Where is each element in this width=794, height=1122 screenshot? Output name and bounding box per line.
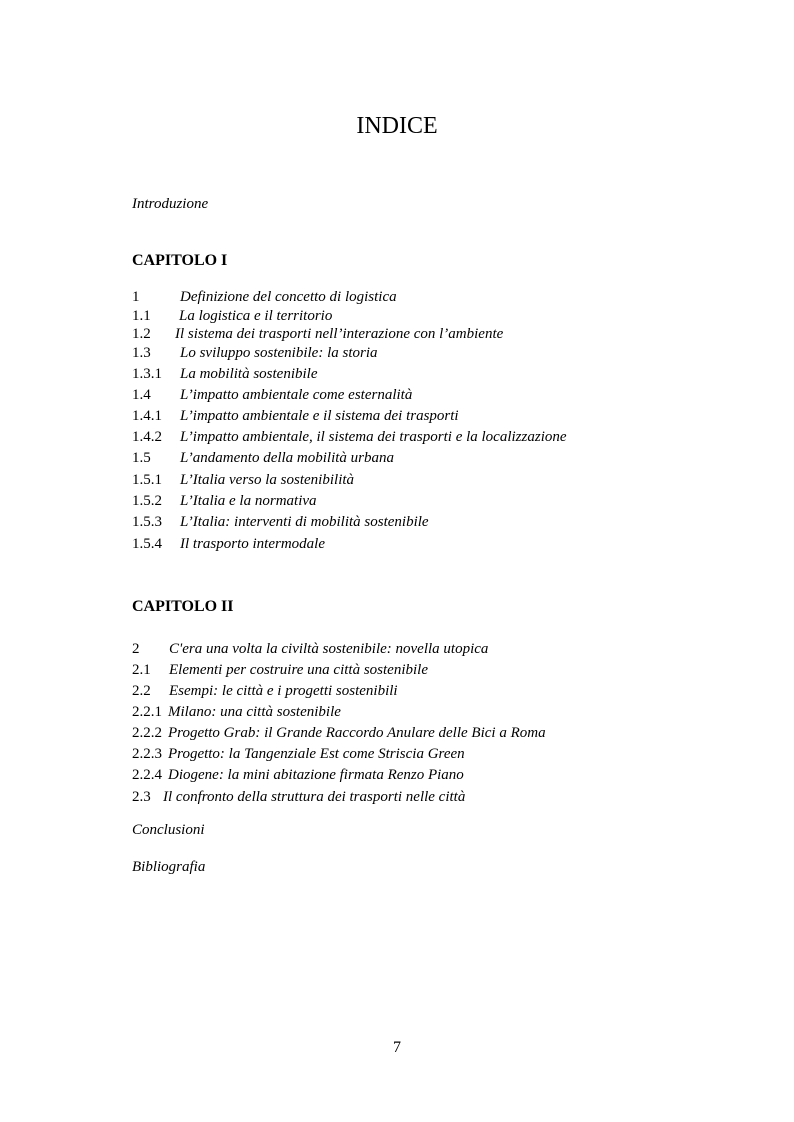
toc-entry-number: 1.4 [132,387,151,403]
toc-entry-number: 1.5.3 [132,514,162,530]
toc-entry [132,471,355,489]
toc-entry-number: 2.1 [132,662,151,678]
toc-entry-number: 1.5.4 [132,536,162,552]
toc-entry-number: 2.2.4 [132,767,162,783]
toc-entry-title: L’Italia e la normativa [180,493,317,509]
toc-entry-number: 1.3.1 [132,366,162,382]
toc-entry-title: L’impatto ambientale e il sistema dei trasporti [180,408,459,424]
toc-entry [132,703,341,721]
toc-entry-title: L’andamento della mobilità urbana [180,450,395,466]
page-title: INDICE [356,113,438,139]
toc-entry [132,449,395,467]
toc-entry-title: Elementi per costruire una città sostenibile [169,662,428,678]
toc-entry-number: 1.3 [132,345,151,361]
toc-entry [132,325,504,343]
toc-entry [132,492,317,510]
toc-entry-title: Progetto Grab: il Grande Raccordo Anulare delle Bici a Roma [168,725,546,741]
toc-entry-title: Definizione del concetto di logistica [180,289,397,305]
toc-entry-title: La mobilità sostenibile [180,366,318,382]
toc-entry-title: Il sistema dei trasporti nell’interazione con l’ambiente [175,326,504,342]
toc-entry-number: 1.5.1 [132,472,162,488]
toc-entry [132,288,397,306]
toc-entry-title: Lo sviluppo sostenibile: la storia [180,345,378,361]
toc-entry-title: L’Italia: interventi di mobilità sostenibile [180,514,429,530]
toc-entry [132,344,378,362]
chapter-2-heading: CAPITOLO II [132,598,234,615]
toc-entry-number: 1 [132,289,140,305]
toc-entry-number: 2 [132,641,140,657]
toc-entry-title: Esempi: le città e i progetti sostenibili [169,683,398,699]
toc-entry [132,386,413,404]
toc-entry [132,513,429,531]
toc-entry-number: 2.2.3 [132,746,162,762]
toc-entry-number: 2.3 [132,789,151,805]
toc-entry-number: 2.2.1 [132,704,162,720]
toc-entry [132,682,398,700]
toc-entry-number: 1.2 [132,326,151,342]
toc-entry-title: Diogene: la mini abitazione firmata Renzo Piano [168,767,464,783]
toc-entry-title: L’impatto ambientale, il sistema dei trasporti e la localizzazione [180,429,567,445]
page-number: 7 [393,1039,401,1056]
toc-bibliography: Bibliografia [132,859,206,875]
toc-introduction: Introduzione [132,196,209,212]
toc-entry-number: 1.4.2 [132,429,162,445]
toc-entry [132,535,325,553]
toc-entry-title: Milano: una città sostenibile [168,704,341,720]
toc-entry [132,724,546,742]
toc-entry-number: 2.2 [132,683,151,699]
toc-entry-title: L’impatto ambientale come esternalità [180,387,413,403]
toc-entry-title: C'era una volta la civiltà sostenibile: novella utopica [169,641,489,657]
toc-entry-title: Progetto: la Tangenziale Est come Striscia Green [168,746,465,762]
toc-entry [132,307,333,325]
toc-entry [132,766,464,784]
toc-entry-number: 1.5.2 [132,493,162,509]
toc-entry-number: 1.4.1 [132,408,162,424]
toc-entry-title: L’Italia verso la sostenibilità [180,472,355,488]
toc-entry-number: 2.2.2 [132,725,162,741]
toc-entry-number: 1.1 [132,308,151,324]
toc-entry [132,365,318,383]
toc-entry [132,788,466,806]
toc-entry-title: Il trasporto intermodale [180,536,325,552]
toc-entry-number: 1.5 [132,450,151,466]
toc-entry [132,745,465,763]
toc-entry-title: La logistica e il territorio [179,308,333,324]
toc-entry-title: Il confronto della struttura dei trasporti nelle città [163,789,466,805]
chapter-1-heading: CAPITOLO I [132,252,228,269]
toc-entry [132,428,567,446]
toc-entry [132,407,459,425]
toc-entry [132,661,428,679]
toc-conclusions: Conclusioni [132,822,205,838]
toc-entry [132,640,489,658]
